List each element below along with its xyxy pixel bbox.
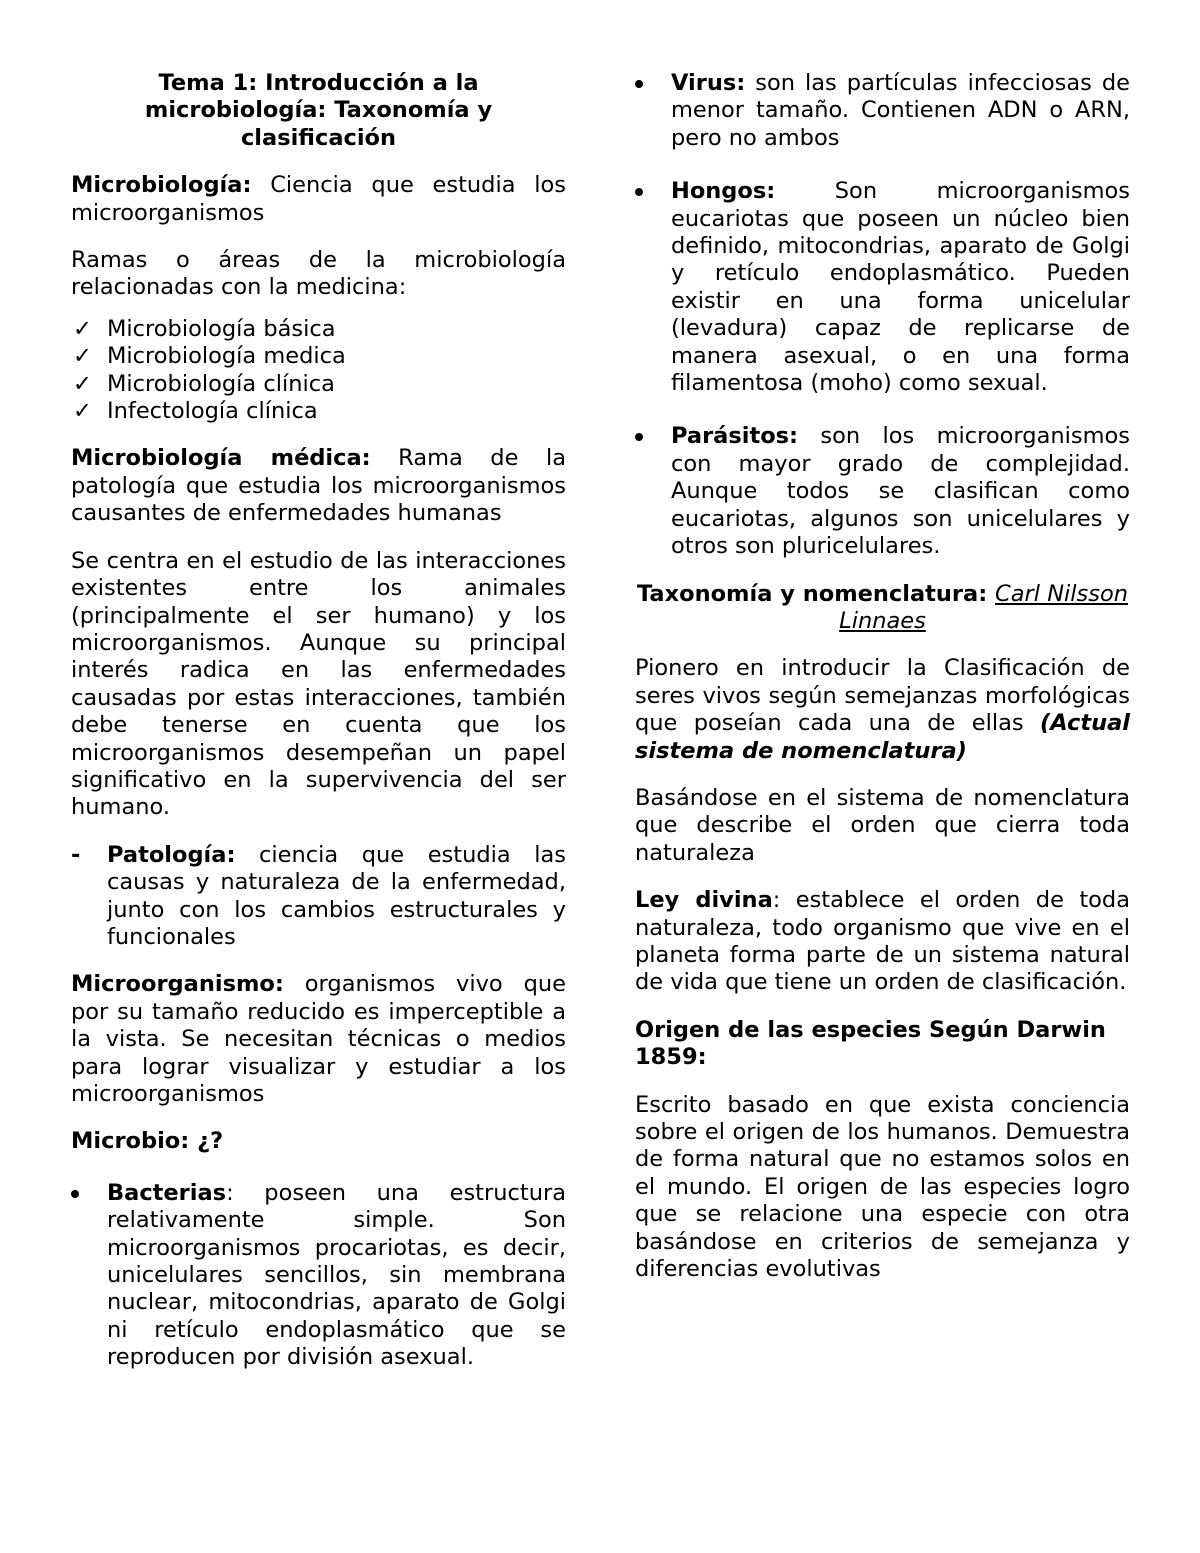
microbiologia-definition (71, 172, 566, 227)
microbio-heading: Microbio: ¿? (71, 1128, 224, 1155)
bacterias-term: Bacterias (107, 1179, 227, 1206)
hongos-item: Hongos: Son microorganismos eucariotas que poseen un núcleo bien definido, mitocondrias, aparato de Golgi y retículo endoplasmático. Pueden existir en una forma unicelular (levadura) capaz de replicarse de manera asexual, o en una forma filamentosa (moho) como sexual. (635, 178, 1130, 397)
linnaeus-name: Carl Nilsson Linnaes (839, 580, 1129, 634)
ramas-list (71, 316, 566, 426)
patologia-term: Patología: (107, 841, 236, 868)
bullet-icon (635, 433, 643, 441)
microorganismo-definition: Microorganismo: organismos vivo que por su tamaño reducido es imperceptible a la vista. Se necesitan técnicas o medios para lograr visualizar y estudiar a los microorganismos (71, 971, 566, 1107)
checkmark-icon: ✓ (73, 315, 92, 342)
patologia-item: - Patología: ciencia que estudia las causas y naturaleza de la enfermedad, junto con los cambios estructurales y funcionales (71, 841, 566, 950)
ley-divina-term: Ley divina (635, 887, 773, 914)
list-item: ✓ Microbiología medica (73, 343, 346, 370)
taxonomia-heading: Taxonomía y nomenclatura: Carl Nilsson Linnaes (636, 580, 1129, 634)
pionero-paragraph: Pionero en introducir la Clasificación de seres vivos según semejanzas morfológicas que poseían cada una de ellas (Actual sistema de nomenclatura) (635, 655, 1130, 764)
checkmark-icon: ✓ (73, 370, 92, 397)
bullet-icon (635, 80, 643, 88)
checkmark-icon: ✓ (73, 398, 92, 425)
microbiologia-medica-term: Microbiología médica: (71, 445, 371, 472)
list-item: ✓ Infectología clínica (73, 398, 318, 425)
basandose-paragraph: Basándose en el sistema de nomenclatura que describe el orden que cierra toda naturaleza (635, 784, 1130, 866)
microbiologia-medica-definition: Microbiología médica: Rama de la patología que estudia los microorganismos causantes de enfermedades humanas (71, 445, 566, 527)
escrito-paragraph: Escrito basado en que exista conciencia sobre el origen de los humanos. Demuestra de forma natural que no estamos solos en el mundo. El origen de las especies logro que se relacione una especie con otra basándose en criterios de semejanza y diferencias evolutivas (635, 1091, 1130, 1283)
right-column (635, 70, 1130, 1303)
virus-term: Virus: (671, 70, 746, 96)
parasitos-item: Parásitos: son los microorganismos con mayor grado de complejidad. Aunque todos se clasifican como eucariotas, algunos son unicelulares y otros son pluricelulares. (635, 423, 1130, 560)
dash-bullet: - (71, 841, 81, 868)
origen-heading: Origen de las especies Según Darwin 1859: (635, 1016, 1106, 1071)
hongos-term: Hongos: (671, 178, 776, 205)
ley-divina-paragraph: Ley divina: establece el orden de toda naturaleza, todo organismo que vive en el planeta forma parte de un sistema natural de vida que tiene un orden de clasificación. (635, 887, 1130, 996)
bacterias-item: Bacterias: poseen una estructura relativamente simple. Son microorganismos procariotas, es decir, unicelulares sencillos, sin membrana nuclear, mitocondrias, aparato de Golgi ni retículo endoplasmático que se reproducen por división asexual. (71, 1180, 566, 1372)
list-item: ✓ Microbiología clínica (73, 370, 335, 397)
ramas-intro: Ramas o áreas de la microbiología relacionadas con la medicina: (71, 247, 566, 301)
parasitos-term: Parásitos: (671, 423, 799, 450)
microbiologia-term: Microbiología: (71, 172, 252, 199)
list-item: ✓ Microbiología básica (73, 315, 336, 342)
microorganismo-term: Microorganismo: (71, 971, 284, 998)
left-column (71, 70, 566, 1392)
pionero-emphasis: (Actual sistema de nomenclatura) (635, 710, 1130, 764)
bullet-icon (71, 1190, 79, 1198)
document-title: Tema 1: Introducción a la microbiología: Taxonomía y clasificación (144, 70, 493, 151)
virus-item: Virus: son las partículas infecciosas de menor tamaño. Contienen ADN o ARN, pero no ambos (635, 70, 1130, 152)
microbiologia-text: Ciencia que estudia los microorganismos (71, 172, 566, 226)
se-centra-paragraph: Se centra en el estudio de las interacciones existentes entre los animales (principalmente el ser humano) y los microorganismos. Aunque su principal interés radica en las enfermedades causadas por estas interacciones, también debe tenerse en cuenta que los microorganismos desempeñan un papel significativo en la supervivencia del ser humano. (71, 547, 566, 821)
checkmark-icon: ✓ (73, 343, 92, 370)
bullet-icon (635, 188, 643, 196)
